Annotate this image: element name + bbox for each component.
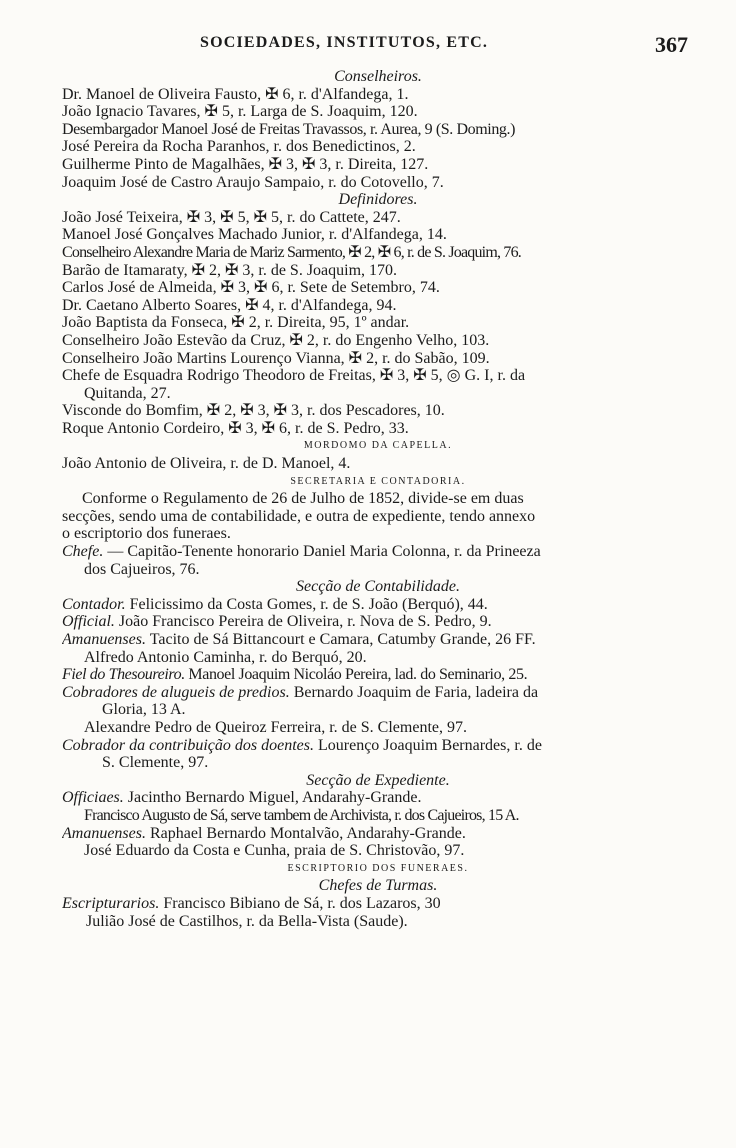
entry-text: MORDOMO DA CAPELLA. xyxy=(303,440,453,452)
entry-text: Alfredo Antonio Caminha, r. do Berquó, 20. xyxy=(84,648,367,666)
section-heading xyxy=(62,191,694,209)
text-line xyxy=(62,244,694,262)
text-line xyxy=(62,209,694,227)
entry-label: Fiel do Thesoureiro. xyxy=(62,666,185,684)
entry-text: Secção de Expediente. xyxy=(306,771,450,789)
text-line xyxy=(62,174,694,192)
text-line xyxy=(62,156,694,174)
text-line xyxy=(62,649,694,667)
text-line xyxy=(62,297,694,315)
text-line xyxy=(62,367,694,385)
entry-text: Conselheiros. xyxy=(334,68,422,85)
text-line xyxy=(62,807,694,825)
entry-text: secções, sendo uma de contabilidade, e outra de expediente, tendo annexo xyxy=(62,507,536,525)
text-line xyxy=(62,86,694,104)
page-body xyxy=(62,68,694,930)
text-line xyxy=(62,279,694,297)
entry-text: José Eduardo da Costa e Cunha, praia de S. Christovão, 97. xyxy=(84,842,465,860)
text-line xyxy=(62,543,694,561)
entry-text: Conselheiro Alexandre Maria de Mariz Sarmento, ✠ 2, ✠ 6, r. de S. Joaquim, 76. xyxy=(62,243,521,261)
text-line xyxy=(62,701,694,719)
text-line xyxy=(62,789,694,807)
entry-text: Chefes de Turmas. xyxy=(318,877,438,895)
entry-text: Bernardo Joaquim de Faria, ladeira da xyxy=(293,683,539,701)
entry-text: Dr. Caetano Alberto Soares, ✠ 4, r. d'Alfandega, 94. xyxy=(62,296,397,314)
entry-text: Dr. Manoel de Oliveira Fausto, ✠ 6, r. d'Alfandega, 1. xyxy=(62,85,409,103)
entry-text: Roque Antonio Cordeiro, ✠ 3, ✠ 6, r. de S. Pedro, 33. xyxy=(62,419,409,437)
entry-text: João José Teixeira, ✠ 3, ✠ 5, ✠ 5, r. do Cattete, 247. xyxy=(62,208,401,226)
section-heading xyxy=(62,772,694,790)
entry-text: Visconde do Bomfim, ✠ 2, ✠ 3, ✠ 3, r. dos Pescadores, 10. xyxy=(62,402,445,420)
text-line xyxy=(62,138,694,156)
section-heading xyxy=(62,68,694,86)
entry-text: Julião José de Castilhos, r. da Bella-Vista (Saude). xyxy=(86,912,408,930)
section-heading xyxy=(62,877,694,895)
text-line xyxy=(62,262,694,280)
text-line xyxy=(62,121,694,139)
entry-text: Conforme o Regulamento de 26 de Julho de 1852, divide-se em duas xyxy=(82,490,524,508)
entry-text: João Antonio de Oliveira, r. de D. Manoel, 4. xyxy=(62,455,351,473)
section-heading xyxy=(62,578,694,596)
entry-text: Definidores. xyxy=(338,191,418,209)
entry-text: Francisco Augusto de Sá, serve tambem de Archivista, r. dos Cajueiros, 15 A. xyxy=(84,806,519,824)
entry-text: Jacintho Bernardo Miguel, Andarahy-Grande. xyxy=(127,789,422,807)
entry-label: Officiaes. xyxy=(62,789,124,807)
entry-text: — Capitão-Tenente honorario Daniel Maria Colonna, r. da Prineeza xyxy=(107,543,541,561)
text-line xyxy=(62,561,694,579)
entry-text: Secção de Contabilidade. xyxy=(296,578,460,596)
text-line xyxy=(62,508,694,526)
entry-text: dos Cajueiros, 76. xyxy=(84,560,200,578)
entry-text: Manoel José Gonçalves Machado Junior, r. d'Alfandega, 14. xyxy=(62,226,447,244)
text-line xyxy=(62,737,694,755)
entry-label: Official. xyxy=(62,613,115,631)
text-line xyxy=(62,613,694,631)
entry-text: Chefe de Esquadra Rodrigo Theodoro de Freitas, ✠ 3, ✠ 5, ◎ G. I, r. da xyxy=(62,367,526,385)
entry-text: Joaquim José de Castro Araujo Sampaio, r. do Cotovello, 7. xyxy=(62,173,444,191)
text-line xyxy=(62,842,694,860)
text-line xyxy=(62,226,694,244)
entry-text: ESCRIPTORIO DOS FUNERAES. xyxy=(287,862,469,874)
text-line xyxy=(62,596,694,614)
text-line xyxy=(62,314,694,332)
entry-text: Carlos José de Almeida, ✠ 3, ✠ 6, r. Sete de Setembro, 74. xyxy=(62,279,440,297)
entry-label: Escripturarios. xyxy=(62,894,160,912)
text-line xyxy=(62,631,694,649)
entry-text: Gloria, 13 A. xyxy=(102,701,186,719)
running-header xyxy=(0,34,736,62)
entry-label: Chefe. xyxy=(62,543,104,561)
text-line xyxy=(62,455,694,473)
entry-text: SECRETARIA E CONTADORIA. xyxy=(290,475,466,487)
entry-text: Conselheiro João Martins Lourenço Vianna, ✠ 2, r. do Sabão, 109. xyxy=(62,349,490,367)
text-line xyxy=(62,490,694,508)
entry-label: Cobradores de alugueis de predios. xyxy=(62,683,290,701)
entry-text: João Ignacio Tavares, ✠ 5, r. Larga de S. Joaquim, 120. xyxy=(62,103,418,121)
entry-text: Desembargador Manoel José de Freitas Travassos, r. Aurea, 9 (S. Doming.) xyxy=(62,120,516,138)
entry-label: Amanuenses. xyxy=(62,631,146,648)
text-line xyxy=(62,684,694,702)
section-caps-heading xyxy=(62,437,694,455)
section-caps-heading xyxy=(62,860,694,878)
text-line xyxy=(62,525,694,543)
text-line xyxy=(62,913,694,931)
entry-text: José Pereira da Rocha Paranhos, r. dos Benedictinos, 2. xyxy=(62,138,416,156)
text-line xyxy=(62,385,694,403)
running-title: SOCIEDADES, INSTITUTOS, ETC. xyxy=(200,34,489,51)
text-line xyxy=(62,895,694,913)
section-caps-heading xyxy=(62,473,694,491)
entry-text: o escriptorio dos funeraes. xyxy=(62,525,231,543)
text-line xyxy=(62,754,694,772)
entry-text: S. Clemente, 97. xyxy=(102,754,209,772)
entry-text: Guilherme Pinto de Magalhães, ✠ 3, ✠ 3, r. Direita, 127. xyxy=(62,155,429,173)
entry-text: Felicissimo da Costa Gomes, r. de S. João (Berquó), 44. xyxy=(129,595,488,613)
text-line xyxy=(62,666,694,684)
entry-text: João Francisco Pereira de Oliveira, r. Nova de S. Pedro, 9. xyxy=(118,613,492,631)
entry-text: Manoel Joaquim Nicoláo Pereira, lad. do Seminario, 25. xyxy=(188,666,528,684)
entry-text: Quitanda, 27. xyxy=(84,384,171,402)
entry-text: Francisco Bibiano de Sá, r. dos Lazaros, 30 xyxy=(163,894,441,912)
entry-text: João Baptista da Fonseca, ✠ 2, r. Direita, 95, 1º andar. xyxy=(62,314,410,332)
text-line xyxy=(62,719,694,737)
entry-label: Contador. xyxy=(62,595,126,613)
text-line xyxy=(62,825,694,843)
entry-label: Amanuenses. xyxy=(62,824,146,842)
text-line xyxy=(62,402,694,420)
page-number: 367 xyxy=(655,32,688,57)
entry-text: Conselheiro João Estevão da Cruz, ✠ 2, r. do Engenho Velho, 103. xyxy=(62,331,490,349)
entry-text: Tacito de Sá Bittancourt e Camara, Catumby Grande, 26 FF. xyxy=(149,631,536,648)
entry-text: Lourenço Joaquim Bernardes, r. de xyxy=(318,736,542,754)
text-line xyxy=(62,103,694,121)
entry-text: Alexandre Pedro de Queiroz Ferreira, r. de S. Clemente, 97. xyxy=(84,718,467,736)
text-line xyxy=(62,332,694,350)
entry-label: Cobrador da contribuição dos doentes. xyxy=(62,736,314,754)
text-line xyxy=(62,350,694,368)
entry-text: Barão de Itamaraty, ✠ 2, ✠ 3, r. de S. Joaquim, 170. xyxy=(62,261,398,279)
entry-text: Raphael Bernardo Montalvão, Andarahy-Grande. xyxy=(149,824,466,842)
text-line xyxy=(62,420,694,438)
